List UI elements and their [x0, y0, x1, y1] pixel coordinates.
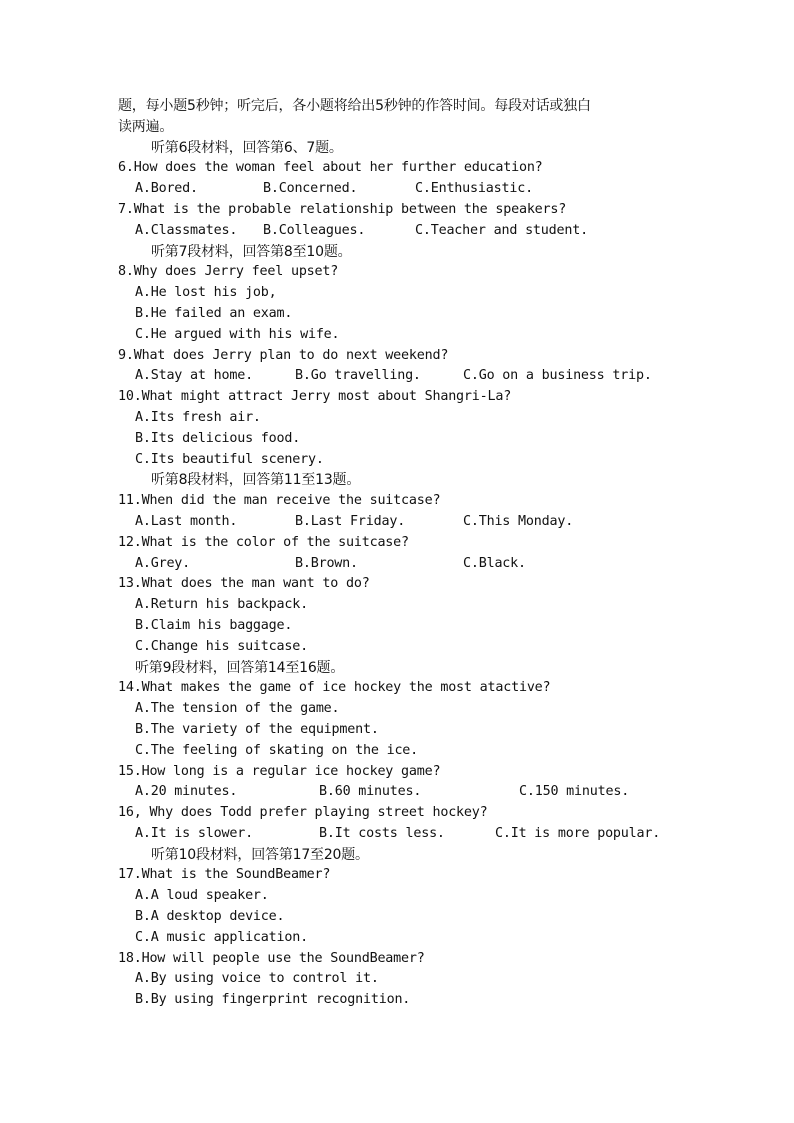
question-15-option-a: A.20 minutes. [135, 784, 238, 800]
question-11-options [118, 512, 678, 533]
question-11-stem: 11.When did the man receive the suitcase? [118, 493, 441, 509]
question-7-option-c: C.Teacher and student. [415, 222, 588, 238]
question-9-option-b: B.Go travelling. [295, 368, 421, 384]
question-7-stem: 7.What is the probable relationship between the speakers? [118, 201, 567, 217]
question-6-option-b: B.Concerned. [263, 181, 358, 197]
question-9-option-c: C.Go on a business trip. [463, 368, 652, 384]
question-6-stem: 6.How does the woman feel about her further education? [118, 160, 543, 176]
question-11-option-c: C.This Monday. [463, 513, 574, 529]
question-17-stem: 17.What is the SoundBeamer? [118, 867, 331, 883]
question-12-options [118, 554, 678, 575]
question-16-option-a: A.It is slower. [135, 825, 253, 841]
intro-line-2: 读两遍。 [118, 118, 174, 135]
question-7-options [118, 221, 678, 242]
question-6-option-c: C.Enthusiastic. [415, 181, 533, 197]
question-10-option-b: B.Its delicious food. [135, 430, 301, 446]
question-18-stem: 18.How will people use the SoundBeamer? [118, 950, 425, 966]
question-13-option-a: A.Return his backpack. [135, 597, 308, 613]
question-12-option-a: A.Grey. [135, 555, 191, 571]
section-heading-7: 听第7段材料，回答第8至10题。 [151, 243, 352, 260]
question-7-option-a: A.Classmates. [135, 222, 238, 238]
question-15-options [118, 782, 678, 803]
question-10-option-c: C.Its beautiful scenery. [135, 451, 324, 467]
question-18-option-a: A.By using voice to control it. [135, 971, 379, 987]
question-17-option-b: B.A desktop device. [135, 909, 285, 925]
question-16-options [118, 824, 678, 845]
question-14-option-b: B.The variety of the equipment. [135, 721, 379, 737]
question-9-stem: 9.What does Jerry plan to do next weekend? [118, 347, 449, 363]
question-14-stem: 14.What makes the game of ice hockey the most atactive? [118, 680, 551, 696]
question-7-option-b: B.Colleagues. [263, 222, 366, 238]
section-heading-8: 听第8段材料，回答第11至13题。 [151, 472, 361, 489]
question-17-option-a: A.A loud speaker. [135, 888, 269, 904]
question-8-stem: 8.Why does Jerry feel upset? [118, 264, 339, 280]
question-13-stem: 13.What does the man want to do? [118, 576, 370, 592]
question-12-option-c: C.Black. [463, 555, 526, 571]
question-9-options [118, 366, 678, 387]
question-10-stem: 10.What might attract Jerry most about Shangri-La? [118, 389, 512, 405]
question-9-option-a: A.Stay at home. [135, 368, 253, 384]
intro-line-1: 题，每小题5秒钟；听完后，各小题将给出5秒钟的作答时间。每段对话或独白 [118, 98, 591, 114]
question-18-option-b: B.By using fingerprint recognition. [135, 992, 411, 1008]
question-15-stem: 15.How long is a regular ice hockey game? [118, 763, 441, 779]
question-14-option-a: A.The tension of the game. [135, 701, 340, 717]
question-8-option-c: C.He argued with his wife. [135, 326, 340, 342]
question-13-option-c: C.Change his suitcase. [135, 638, 308, 654]
exam-page [118, 96, 678, 1011]
question-6-options [118, 179, 678, 200]
question-16-stem: 16, Why does Todd prefer playing street hockey? [118, 805, 488, 821]
question-11-option-b: B.Last Friday. [295, 513, 406, 529]
question-10-option-a: A.Its fresh air. [135, 409, 261, 425]
question-17-option-c: C.A music application. [135, 929, 308, 945]
question-8-option-b: B.He failed an exam. [135, 305, 293, 321]
section-heading-6: 听第6段材料，回答第6、7题。 [151, 139, 343, 156]
section-heading-10: 听第10段材料，回答第17至20题。 [151, 846, 369, 863]
question-11-option-a: A.Last month. [135, 513, 238, 529]
question-12-stem: 12.What is the color of the suitcase? [118, 534, 409, 550]
question-12-option-b: B.Brown. [295, 555, 358, 571]
question-14-option-c: C.The feeling of skating on the ice. [135, 742, 419, 758]
question-15-option-c: C.150 minutes. [519, 784, 630, 800]
question-8-option-a: A.He lost his job, [135, 285, 277, 301]
question-15-option-b: B.60 minutes. [319, 784, 422, 800]
question-16-option-b: B.It costs less. [319, 825, 445, 841]
question-6-option-a: A.Bored. [135, 181, 198, 197]
question-13-option-b: B.Claim his baggage. [135, 617, 293, 633]
section-heading-9: 听第9段材料，回答第14至16题。 [135, 659, 345, 676]
question-16-option-c: C.It is more popular. [495, 825, 661, 841]
